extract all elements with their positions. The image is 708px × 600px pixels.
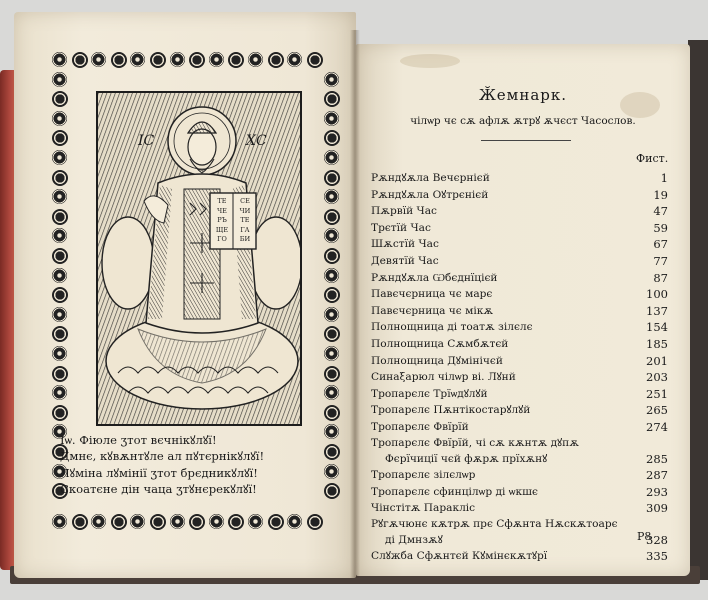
- icon-inscription-left: IC: [138, 133, 155, 149]
- ornament-dot: [228, 52, 244, 68]
- ornament-dot: [52, 268, 67, 283]
- toc-entry-label: Полнощница Дꙋмінічєй: [371, 354, 503, 367]
- ornament-dot: [52, 189, 67, 204]
- verse-line: Скоатєне дін чаца ӡтꙋнєрекꙋлꙋї!: [60, 482, 257, 497]
- icon-inscription-right: ХС: [246, 133, 267, 149]
- page-title: Ӂемнарк.: [478, 86, 568, 104]
- ornament-dot: [52, 405, 68, 421]
- book-left-text: ТЕ ЧЕ РЪ ЩЕ ГО: [215, 197, 229, 243]
- toc-entry: [371, 402, 671, 419]
- toc-entry-label: Тропарєлє Трїѡдꙋлꙋй: [371, 387, 488, 400]
- toc-entry-page: 203: [646, 370, 668, 385]
- ornament-dot: [324, 366, 340, 382]
- toc-entry: [371, 170, 671, 187]
- toc-entry-page: 285: [646, 451, 668, 466]
- ornament-dot: [268, 52, 284, 68]
- ornament-dot: [307, 514, 323, 530]
- ornament-dot: [228, 514, 244, 530]
- ornament-dot: [52, 130, 68, 146]
- ornament-dot: [268, 514, 284, 530]
- toc-entry-label: Полнощница Сѫмбѫтєй: [371, 337, 509, 350]
- toc-entry-label: Слꙋжба Сфѫнтєй Кꙋмінєкѫтꙋрї: [371, 550, 548, 563]
- ornament-dot: [52, 91, 68, 107]
- toc-entry-label: Полнощница ді тоатѫ зілєлє: [371, 321, 533, 334]
- ornament-dot: [248, 514, 263, 529]
- ornament-dot: [170, 52, 185, 67]
- woodcut-drawing: [98, 93, 300, 424]
- ornament-dot: [52, 346, 67, 361]
- ornament-dot: [150, 52, 166, 68]
- ornament-dot: [324, 91, 340, 107]
- toc-entry-label: Трєтїй Час: [371, 221, 431, 234]
- ornament-dot: [52, 514, 67, 529]
- toc-entry-page: 19: [653, 187, 668, 202]
- toc-entry-page: 67: [653, 237, 668, 252]
- toc-entry-page: 265: [646, 403, 668, 418]
- ornament-dot: [52, 326, 68, 342]
- toc-entry-page: 87: [653, 270, 668, 285]
- toc-entry-label: Павєчєрница чє марє: [371, 288, 493, 301]
- toc-entry: [371, 484, 671, 501]
- ornament-dot: [150, 514, 166, 530]
- ornament-dot: [324, 385, 339, 400]
- toc-entry-label: Синаξарюл чілѡр ві. Лꙋнй: [371, 371, 516, 384]
- ornament-dot: [189, 514, 205, 530]
- toc-entry-page: 335: [646, 549, 668, 564]
- toc-entry-label: Девятїй Час: [371, 254, 439, 267]
- toc-entry-page: 100: [646, 287, 668, 302]
- divider: [481, 140, 571, 141]
- toc-entry: [371, 336, 671, 353]
- ornament-dot: [52, 170, 68, 186]
- toc-entry: [371, 548, 671, 565]
- ornament-dot: [170, 514, 185, 529]
- book-cover-right: [688, 40, 708, 580]
- saint-icon-woodcut: [96, 91, 302, 426]
- book-gutter: [350, 30, 360, 578]
- ornament-dot: [324, 287, 340, 303]
- ornament-dot: [52, 150, 67, 165]
- ornament-dot: [324, 326, 340, 342]
- ornament-dot: [324, 189, 339, 204]
- toc-entry-label: Чінстітѫ Паракліс: [371, 502, 476, 515]
- toc-entry: [371, 253, 671, 270]
- toc-entry: [371, 436, 671, 451]
- verse-text: [60, 432, 346, 498]
- ornament-dot: [324, 209, 340, 225]
- toc-entry: [371, 286, 671, 303]
- ornament-dot: [324, 307, 339, 322]
- ornament-dot: [324, 248, 340, 264]
- toc-entry-label: Рꙋгѫчюнє кѫтрѫ прє Сфѫнта Нѫскѫтоарє: [371, 517, 618, 530]
- ornament-dot: [130, 514, 145, 529]
- toc-entry: [371, 353, 671, 370]
- toc-entry-label: Пѫрвїй Час: [371, 205, 437, 218]
- toc-entry: [371, 386, 671, 403]
- toc-entry-label: Тропарєлє сфинцілѡр ді ѡкшє: [371, 485, 538, 498]
- ornament-dot: [324, 170, 340, 186]
- toc-entry-label: Рѫндꙋѫла Ѡбєднїцієй: [371, 271, 498, 284]
- toc-entry-page: 328: [646, 532, 668, 547]
- cloud-shape: [250, 217, 300, 309]
- toc-entry-page: 137: [646, 303, 668, 318]
- ornament-dot: [52, 366, 68, 382]
- ornament-dot: [209, 52, 224, 67]
- toc-entry: [371, 236, 671, 253]
- toc-entry-label: Фєрїчиції чєй фѫрѫ прїхѫнꙋ: [385, 452, 548, 465]
- ornament-dot: [324, 150, 339, 165]
- ornament-dot: [248, 52, 263, 67]
- ornament-dot: [91, 52, 106, 67]
- toc-entry-page: 251: [646, 386, 668, 401]
- ornament-dot: [52, 385, 67, 400]
- toc-entry-label: Павєчєрница чє мікѫ: [371, 304, 494, 317]
- face: [188, 129, 216, 165]
- toc-entry-page: 59: [653, 220, 668, 235]
- ornament-dot: [130, 52, 145, 67]
- ornament-dot: [287, 514, 302, 529]
- toc-entry-page: 154: [646, 320, 668, 335]
- toc-entry-page: 309: [646, 501, 668, 516]
- toc-entry-label: Рѫндꙋѫла Оꙋтрєнієй: [371, 188, 489, 201]
- toc-entry-page: 201: [646, 353, 668, 368]
- ornament-dot: [324, 130, 340, 146]
- toc-entry-page: 287: [646, 468, 668, 483]
- ornament-dot: [72, 52, 88, 68]
- ornament-dot: [52, 111, 67, 126]
- ornament-dot: [287, 52, 302, 67]
- toc-entry-label: Тропарєлє зілєлѡр: [371, 469, 476, 482]
- ornament-dot: [52, 307, 67, 322]
- toc-entry: [371, 467, 671, 484]
- ornament-dot: [72, 514, 88, 530]
- ornament-dot: [52, 287, 68, 303]
- toc-entry: [371, 517, 671, 532]
- verse-line: Лꙋміна лꙋмінії ӡтот брєдникꙋлꙋї!: [60, 465, 258, 480]
- toc-entry-label: Тропарєлє Фвїрїй: [371, 420, 469, 433]
- ornament-dot: [52, 248, 68, 264]
- toc-entry: [371, 203, 671, 220]
- ornament-dot: [324, 72, 339, 87]
- verse-line: Іѡ. Фіюле ӡтот вєчнікꙋлꙋї!: [60, 433, 217, 447]
- toc-entry-label: Тропарєлє Пѫнтікостарꙋлꙋй: [371, 404, 531, 417]
- toc-entry-label: Шѫстїй Час: [371, 238, 439, 251]
- page-column-header: Фист.: [636, 152, 669, 165]
- toc-entry-page: 1: [660, 171, 668, 185]
- verse-line: Дмнє, кꙋвѫнтꙋле ал пꙋтєрнікꙋлꙋї!: [60, 449, 265, 464]
- ornament-dot: [189, 52, 205, 68]
- toc-entry-page: 185: [646, 336, 668, 351]
- ornament-dot: [111, 52, 127, 68]
- toc-entry-page: 274: [646, 419, 668, 434]
- signature-mark: Р8: [637, 530, 652, 543]
- ornament-dot: [91, 514, 106, 529]
- toc-entry-label: ді Дмнзѫꙋ: [385, 533, 443, 546]
- ornament-dot: [111, 514, 127, 530]
- toc-entry: [371, 303, 671, 320]
- ornament-dot: [324, 405, 340, 421]
- toc-entry-label: Тропарєлє Фвїрїй, чі сѫ кѫнтѫ дꙋпѫ: [371, 436, 579, 449]
- page-subtitle: чілѡр чє сѫ афлѫ ѫтрꙋ ѫчєст Часослов.: [410, 115, 636, 127]
- ornament-dot: [324, 346, 339, 361]
- cloud-shape: [102, 217, 154, 309]
- ornament-dot: [324, 228, 339, 243]
- ornament-dot: [52, 209, 68, 225]
- ornament-dot: [52, 228, 67, 243]
- page-stain: [400, 54, 460, 68]
- toc-entry: [371, 369, 671, 386]
- ornament-dot: [209, 514, 224, 529]
- toc-entry: [371, 220, 671, 237]
- toc-entry: [371, 419, 671, 436]
- toc-entry-page: 77: [653, 253, 668, 268]
- toc-entry-page: 47: [653, 204, 668, 219]
- toc-entry: [371, 187, 671, 204]
- ornament-dot: [324, 268, 339, 283]
- toc-entry-page: 293: [646, 484, 668, 499]
- toc-entry: [371, 451, 671, 468]
- toc-entry: [371, 532, 671, 549]
- toc-entry: [371, 319, 671, 336]
- ornament-dot: [52, 72, 67, 87]
- book-right-text: СЕ ЧИ ТЕ ГА БИ: [239, 197, 251, 243]
- toc-entry: [371, 500, 671, 517]
- toc-entry-label: Рѫндꙋѫла Вечєрнієй: [371, 172, 490, 184]
- ornament-dot: [52, 52, 67, 67]
- ornament-dot: [324, 111, 339, 126]
- table-of-contents: [371, 170, 671, 565]
- toc-entry: [371, 270, 671, 287]
- ornament-dot: [307, 52, 323, 68]
